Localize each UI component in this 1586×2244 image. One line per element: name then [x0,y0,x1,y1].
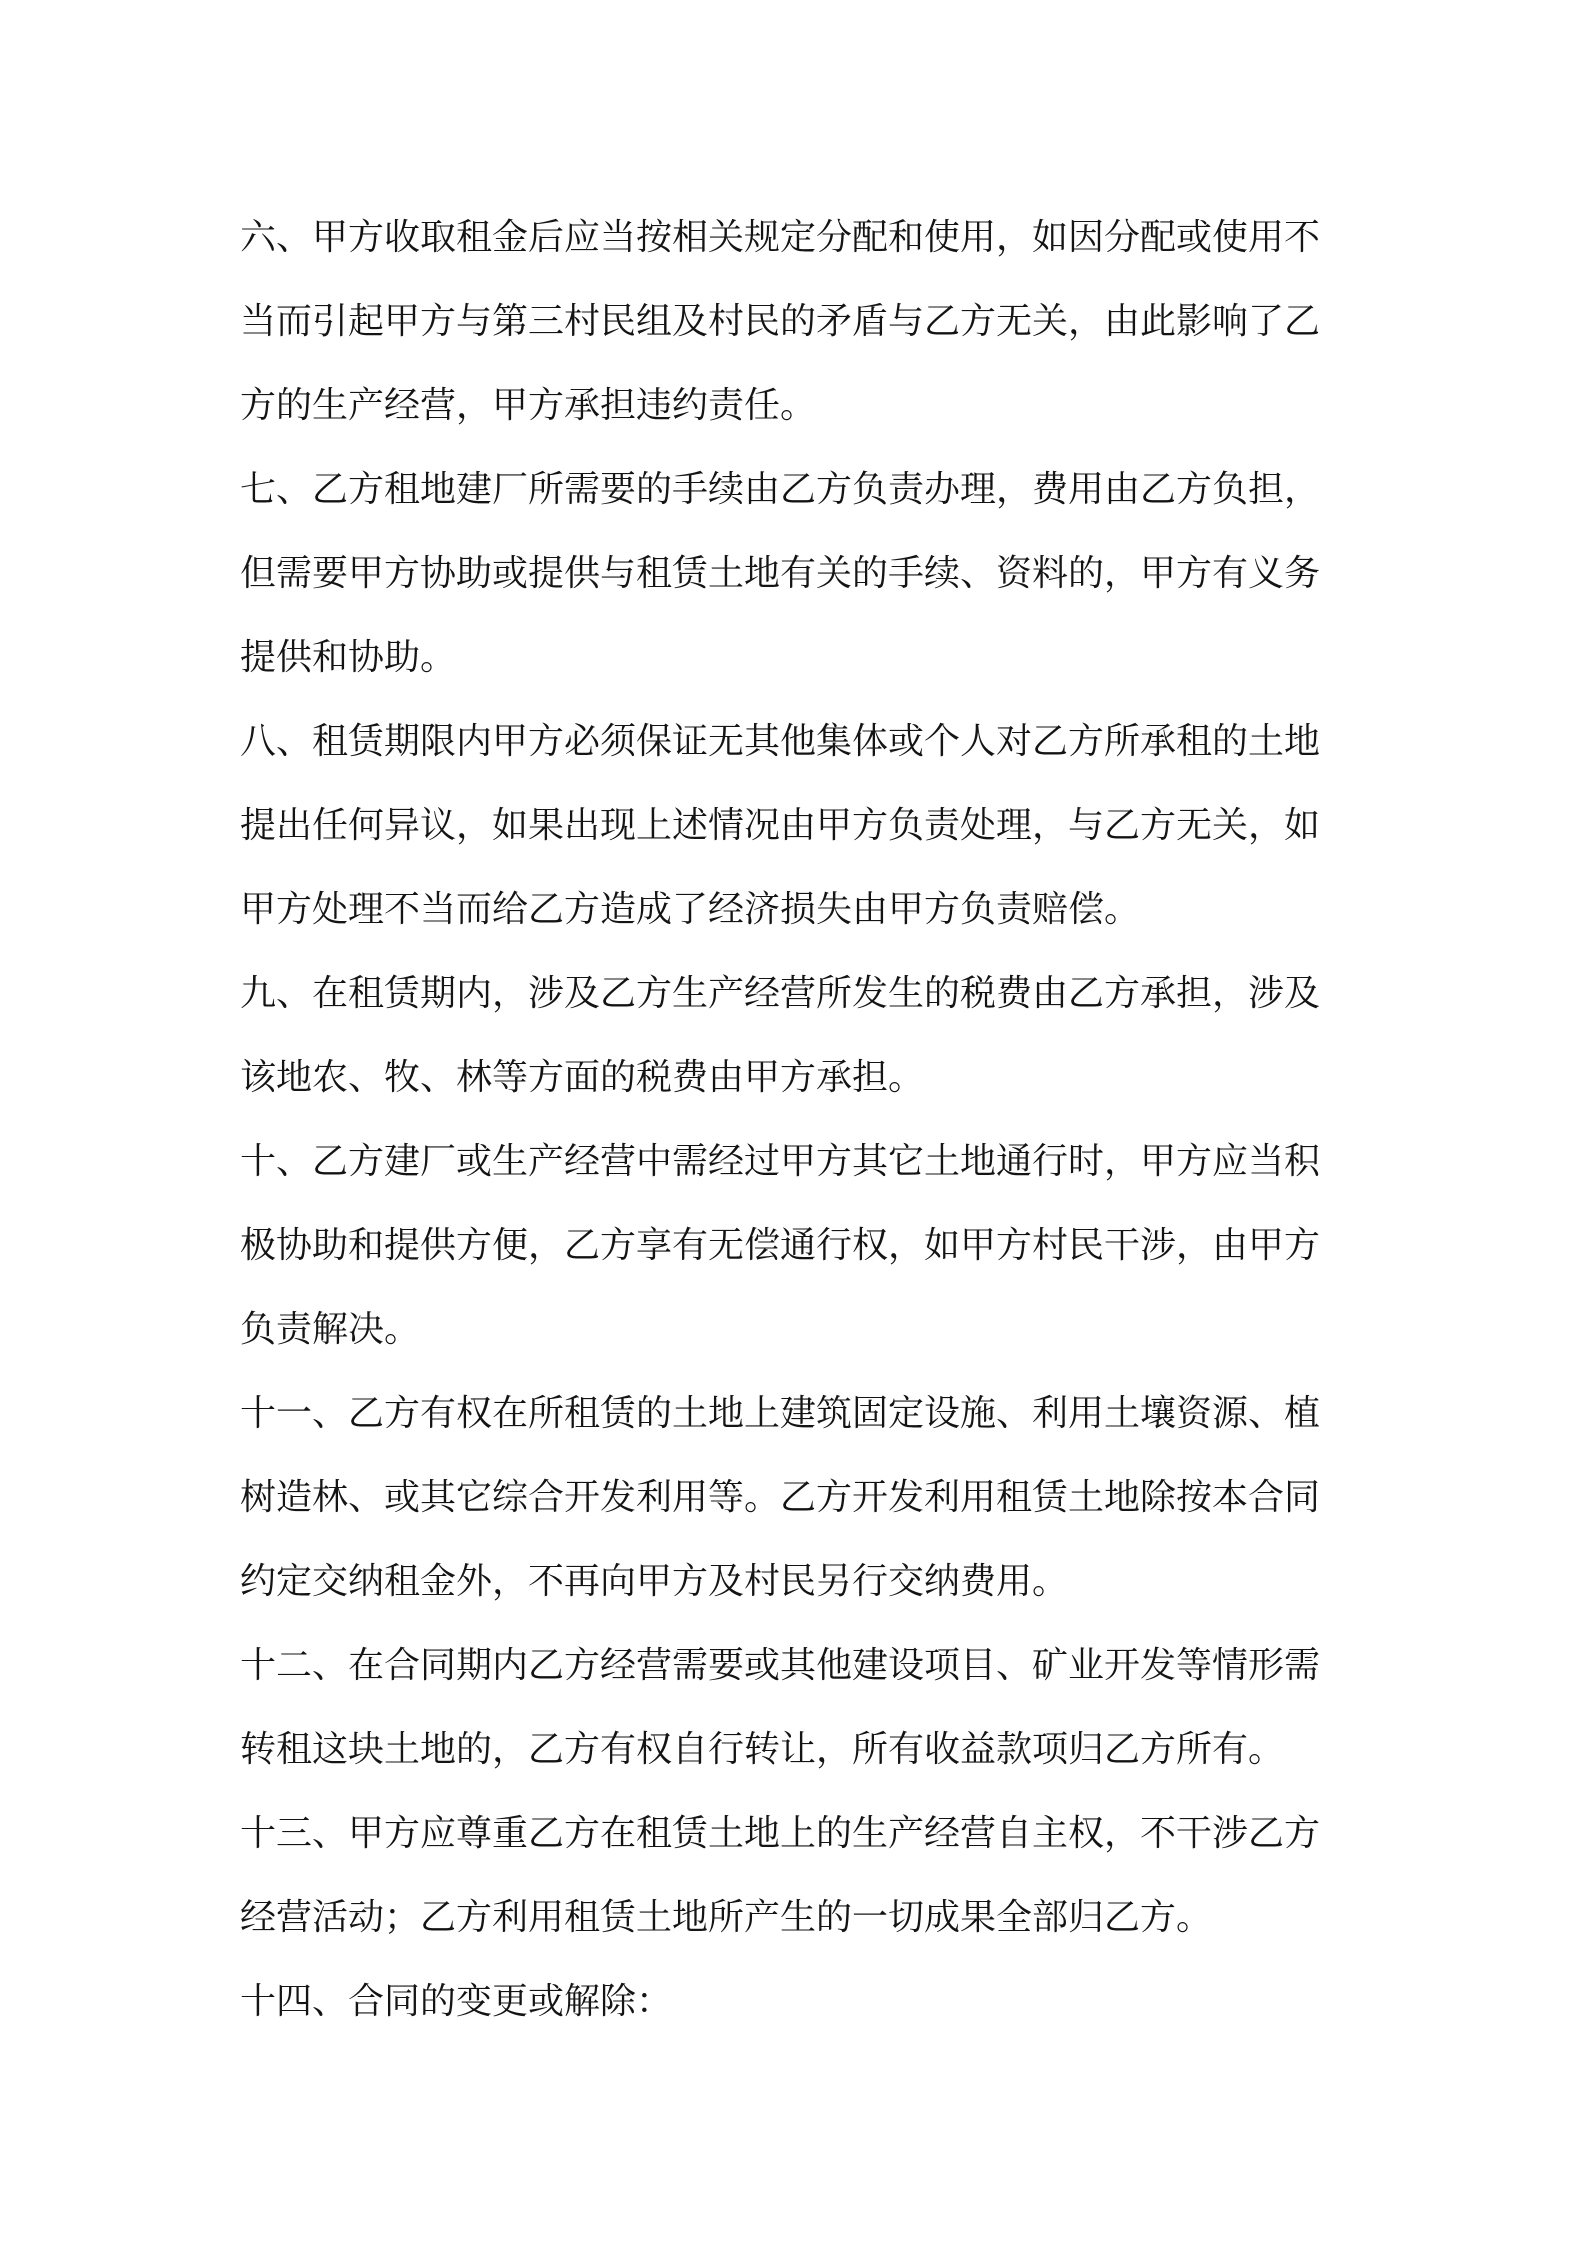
clause-9-line-1: 九、在租赁期内，涉及乙方生产经营所发生的税费由乙方承担，涉及 [240,973,1321,1014]
clause-12-line-2: 转租这块土地的，乙方有权自行转让，所有收益款项归乙方所有。 [240,1729,1285,1770]
clause-9 [240,952,1360,1120]
clause-10-line-1: 十、乙方建厂或生产经营中需经过甲方其它土地通行时，甲方应当积 [240,1141,1321,1182]
clause-13-line-2: 经营活动；乙方利用租赁土地所产生的一切成果全部归乙方。 [240,1897,1213,1938]
clause-8-line-1: 八、租赁期限内甲方必须保证无其他集体或个人对乙方所承租的土地 [240,721,1321,762]
clause-6-line-3: 方的生产经营，甲方承担违约责任。 [240,385,817,426]
clause-10-line-2: 极协助和提供方便，乙方享有无偿通行权，如甲方村民干涉，由甲方 [240,1225,1321,1266]
clause-6 [240,196,1360,448]
clause-14-line-1: 十四、合同的变更或解除： [240,1981,673,2022]
clause-8-line-3: 甲方处理不当而给乙方造成了经济损失由甲方负责赔偿。 [240,889,1141,930]
clause-7-line-3: 提供和协助。 [240,637,457,678]
clause-9-line-2: 该地农、牧、林等方面的税费由甲方承担。 [240,1057,925,1098]
clause-13-line-1: 十三、甲方应尊重乙方在租赁土地上的生产经营自主权，不干涉乙方 [240,1813,1321,1854]
clause-11 [240,1372,1360,1624]
clause-12 [240,1624,1360,1792]
clause-10 [240,1120,1360,1372]
clause-8-line-2: 提出任何异议，如果出现上述情况由甲方负责处理，与乙方无关，如 [240,805,1321,846]
clause-11-line-1: 十一、乙方有权在所租赁的土地上建筑固定设施、利用土壤资源、植 [240,1393,1321,1434]
clause-6-line-2: 当而引起甲方与第三村民组及村民的矛盾与乙方无关，由此影响了乙 [240,301,1321,342]
clause-6-line-1: 六、甲方收取租金后应当按相关规定分配和使用，如因分配或使用不 [240,217,1321,258]
clause-10-line-3: 负责解决。 [240,1309,421,1350]
clause-13 [240,1792,1360,1960]
clause-7 [240,448,1360,700]
clause-11-line-2: 树造林、或其它综合开发利用等。乙方开发利用租赁土地除按本合同 [240,1477,1321,1518]
clause-11-line-3: 约定交纳租金外，不再向甲方及村民另行交纳费用。 [240,1561,1069,1602]
clause-7-line-2: 但需要甲方协助或提供与租赁土地有关的手续、资料的，甲方有义务 [240,553,1321,594]
clause-8 [240,700,1360,952]
contract-body [240,196,1360,2044]
clause-14 [240,1960,1360,2044]
clause-7-line-1: 七、乙方租地建厂所需要的手续由乙方负责办理，费用由乙方负担， [240,469,1321,510]
clause-12-line-1: 十二、在合同期内乙方经营需要或其他建设项目、矿业开发等情形需 [240,1645,1321,1686]
